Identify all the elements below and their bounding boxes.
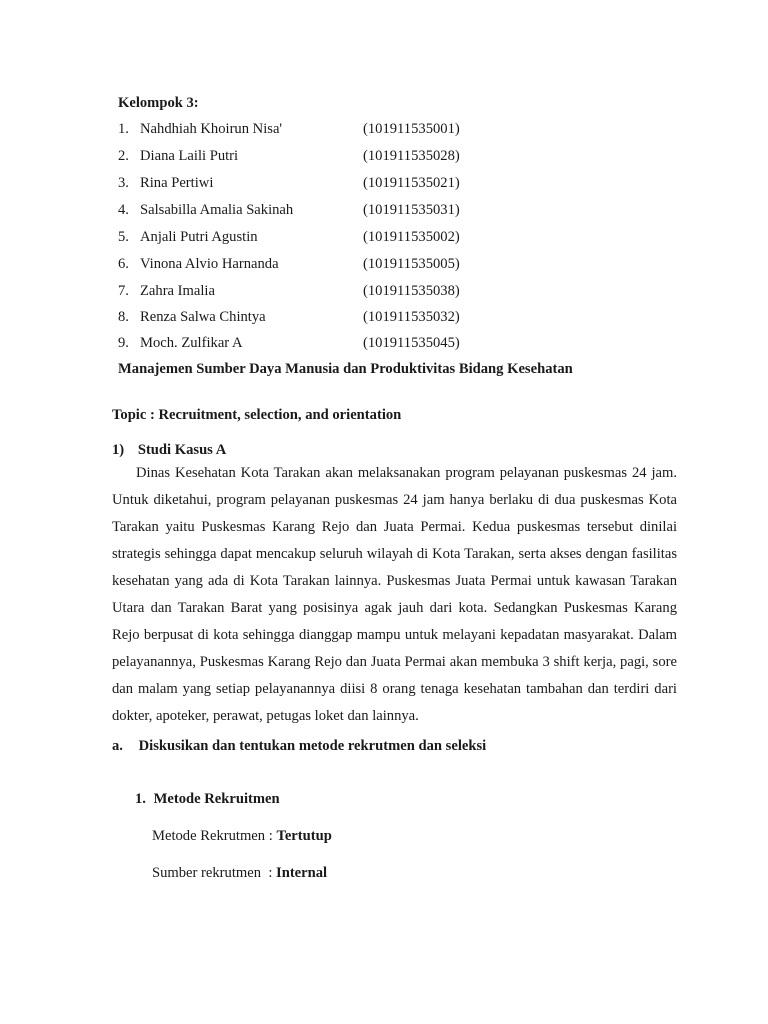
course-title: Manajemen Sumber Daya Manusia dan Produktivitas Bidang Kesehatan [118,361,573,377]
member-id: (101911535002) [363,229,460,245]
member-name: Anjali Putri Agustin [140,229,258,245]
member-number: 4. [118,202,129,218]
section-1-heading [135,791,280,808]
member-number: 5. [118,229,129,245]
list-item [118,335,538,355]
method-value: Tertutup [276,828,332,844]
member-name: Moch. Zulfikar A [140,335,243,351]
task-a-number: a. [112,738,123,754]
list-item [118,121,538,141]
section-1-text: Metode Rekruitmen [153,791,280,807]
source-label: Sumber rekrutmen : [152,865,277,881]
member-name: Rina Pertiwi [140,175,214,191]
member-id: (101911535005) [363,256,460,272]
member-id: (101911535031) [363,202,460,218]
member-name: Renza Salwa Chintya [140,309,266,325]
list-item [118,148,538,168]
source-line [152,865,327,882]
list-item [118,256,538,276]
list-item [118,309,538,329]
case-heading-text: Studi Kasus A [137,442,227,458]
member-id: (101911535028) [363,148,460,164]
topic-heading: Topic : Recruitment, selection, and orientation [112,407,402,423]
member-name: Salsabilla Amalia Sakinah [140,202,294,218]
task-a-text: Diskusikan dan tentukan metode rekrutmen dan seleksi [138,738,487,754]
list-item [118,202,538,222]
member-number: 9. [118,335,129,351]
case-heading-number: 1) [112,442,125,458]
member-number: 3. [118,175,129,191]
member-name: Nahdhiah Khoirun Nisa' [140,121,283,137]
method-label: Metode Rekrutmen : [152,828,277,844]
section-1-number: 1. [135,791,146,807]
member-name: Zahra Imalia [140,283,215,299]
member-id: (101911535001) [363,121,460,137]
member-id: (101911535038) [363,283,460,299]
method-line [152,828,332,845]
member-name: Vinona Alvio Harnanda [140,256,279,272]
member-name: Diana Laili Putri [140,148,239,164]
member-number: 6. [118,256,129,272]
member-id: (101911535045) [363,335,460,351]
member-number: 2. [118,148,129,164]
list-item [118,229,538,249]
case-paragraph: Dinas Kesehatan Kota Tarakan akan melaksanakan program pelayanan puskesmas 24 jam. Untuk diketahui, program pelayanan puskesmas 24 jam hanya berlaku di dua puskesmas Kota Tarakan yaitu Puskesmas Karang Rejo dan Juata Permai. Kedua puskesmas tersebut dinilai strategis sehingga dapat mencakup seluruh wilayah di Kota Tarakan, serta akses dengan fasilitas kesehatan yang ada di Kota Tarakan lainnya. Puskesmas Juata Permai untuk kawasan Tarakan Utara dan Tarakan Barat yang posisinya agak jauh dari kota. Sedangkan Puskesmas Karang Rejo berpusat di kota sehingga dianggap mampu untuk melayani kepadatan masyarakat. Dalam pelayanannya, Puskesmas Karang Rejo dan Juata Permai akan membuka 3 shift kerja, pagi, sore dan malam yang setiap pelayanannya diisi 8 orang tenaga kesehatan tambahan dan terdiri dari dokter, apoteker, perawat, petugas loket dan lainnya. [112,465,677,724]
case-heading [112,442,226,459]
member-id: (101911535021) [363,175,460,191]
member-id: (101911535032) [363,309,460,325]
member-number: 8. [118,309,129,325]
member-number: 1. [118,121,129,137]
group-heading: Kelompok 3: [118,95,199,111]
list-item [118,175,538,195]
task-a-heading [112,738,486,755]
list-item [118,283,538,303]
source-value: Internal [276,865,328,881]
member-number: 7. [118,283,129,299]
